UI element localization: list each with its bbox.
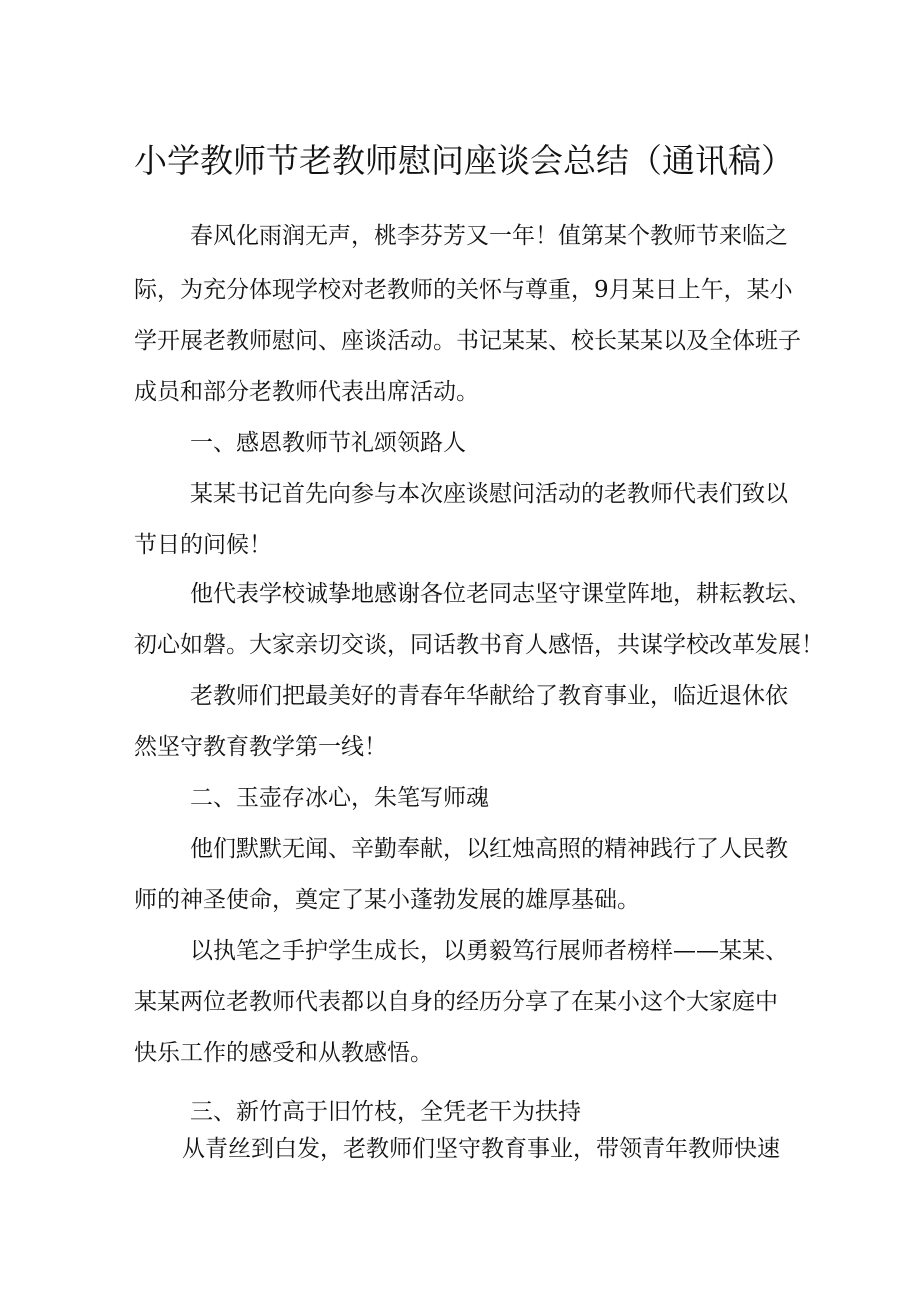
paragraph-line: 际，为充分体现学校对老教师的关怀与尊重，9月某日上午，某小 [134,277,793,303]
paragraph-line: 师的神圣使命，奠定了某小蓬勃发展的雄厚基础。 [134,887,640,913]
paragraph-line: 学开展老教师慰问、座谈活动。书记某某、校长某某以及全体班子 [134,328,801,354]
section-heading-2: 二、玉壶存冰心，朱笔写师魂 [190,785,489,811]
section-heading-3: 三、新竹高于旧竹枝，全凭老干为扶持 [190,1099,581,1125]
paragraph-line: 从青丝到白发，老教师们坚守教育事业，带领青年教师快速 [182,1136,780,1162]
document-title: 小学教师节老教师慰问座谈会总结（通讯稿） [134,141,794,180]
paragraph-line: 节日的问候！ [134,532,272,558]
paragraph-line: 以执笔之手护学生成长，以勇毅笃行展师者榜样——某某、 [190,938,788,964]
paragraph-line: 春风化雨润无声，桃李芬芳又一年！值第某个教师节来临之 [190,223,788,249]
paragraph-line: 某某两位老教师代表都以自身的经历分享了在某小这个大家庭中 [134,989,778,1015]
paragraph-line: 老教师们把最美好的青春年华献给了教育事业，临近退休依 [190,683,788,709]
paragraph-line: 他代表学校诚挚地感谢各位老同志坚守课堂阵地，耕耘教坛、 [190,581,811,607]
section-heading-1: 一、感恩教师节礼颂领路人 [190,430,466,456]
paragraph-line: 然坚守教育教学第一线！ [134,734,387,760]
paragraph-line: 初心如磐。大家亲切交谈，同话教书育人感悟，共谋学校改革发展！ [134,632,824,658]
paragraph-line: 他们默默无闻、辛勤奉献，以红烛高照的精神践行了人民教 [190,836,788,862]
paragraph-line: 成员和部分老教师代表出席活动。 [134,379,479,405]
paragraph-line: 快乐工作的感受和从教感悟。 [134,1040,433,1066]
paragraph-line: 某某书记首先向参与本次座谈慰问活动的老教师代表们致以 [190,481,788,507]
